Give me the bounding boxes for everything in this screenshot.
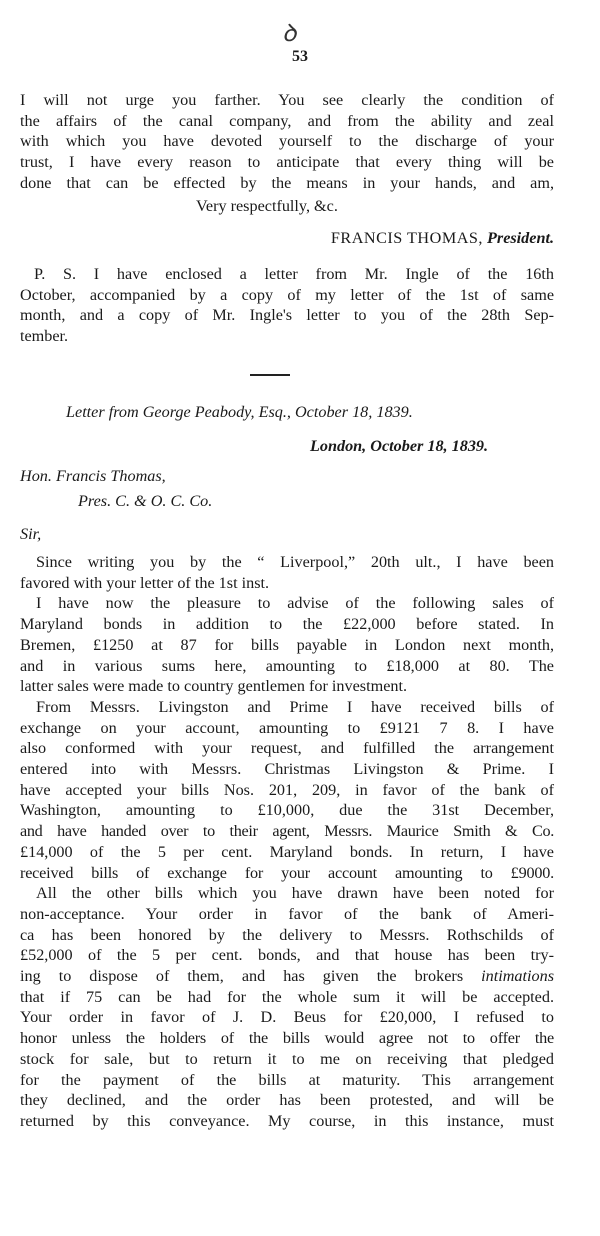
text-line: tember. [20,327,69,346]
text-line: ca has been honored by the delivery to Messrs. Rothschilds of [20,925,554,944]
text-line: with which you have devoted yourself to the discharge of your [20,132,554,151]
text-line: stock for sale, but to return it to me on receiving that pledged [20,1049,554,1068]
section-divider [250,374,290,376]
signature [20,228,554,249]
text-line: latter sales were made to country gentlemen for investment. [20,677,408,696]
text-line: entered into with Messrs. Christmas Livingston & Prime. I [20,760,554,779]
text-line: I have now the pleasure to advise of the following sales of [36,594,554,613]
text-line: the affairs of the canal company, and from the ability and zeal [20,111,554,130]
text-line: they declined, and the order has been protested, and will be [20,1091,554,1110]
text-line: returned by this conveyance. My course, in this instance, must [20,1111,554,1130]
addressee-name: Hon. Francis Thomas, [20,467,166,485]
text-line: have accepted your bills Nos. 201, 209, in favor of the bank of [20,780,554,799]
text-line: trust, I have every reason to anticipate that every thing will be [20,153,554,172]
text-line: non-acceptance. Your order in favor of the bank of Ameri- [20,904,554,923]
text-line: October, accompanied by a copy of my letter of the 1st of same [20,285,554,304]
text-line: month, and a copy of Mr. Ingle's letter to you of the 28th Sep- [20,306,554,325]
signature-name: FRANCIS THOMAS, [330,229,483,247]
letter-body [20,552,554,1132]
text-line: Since writing you by the “ Liverpool,” 20th ult., I have been [36,553,554,571]
text-line: also conformed with your request, and fulfilled the arrangement [20,739,554,758]
postscript [20,264,554,347]
page-number: 53 [292,48,308,65]
text-line: received bills of exchange for your account amounting to £9000. [20,863,554,882]
text-line: Your order in favor of J. D. Beus for £20,000, I refused to [20,1008,554,1027]
signature-title: President. [487,229,554,247]
text-line: I will not urge you farther. You see clearly the condition of [20,91,554,109]
salutation: Sir, [20,525,42,543]
addressee-title: Pres. C. & O. C. Co. [78,491,213,510]
text-line: Bremen, £1250 at 87 for bills payable in London next month, [20,635,554,654]
text-line: £14,000 of the 5 per cent. Maryland bonds. In return, I have [20,842,554,861]
text-line: ing to dispose of them, and has given the brokers intimations [20,967,554,986]
complimentary-close: Very respectfully, &c. [196,197,338,215]
text-line: and have handed over to their agent, Messrs. Maurice Smith & Co. [20,822,554,841]
text-line: that if 75 can be had for the whole sum it will be accepted. [20,987,554,1006]
dateline: London, October 18, 1839. [310,437,489,455]
text-line: favored with your letter of the 1st inst. [20,573,270,592]
text-line: Maryland bonds in addition to the £22,000 before stated. In [20,615,554,634]
letter-closing-paragraph [20,90,554,194]
text-line: honor unless the holders of the bills would agree not to offer the [20,1029,554,1048]
text-line: £52,000 of the 5 per cent. bonds, and that house has been try- [20,946,554,965]
text-line: for the payment of the bills at maturity. This arrangement [20,1070,554,1089]
text-line: done that can be effected by the means in your hands, and am, [20,173,554,192]
handwritten-mark: ꝺ [282,21,297,47]
text-line: and in various sums here, amounting to £18,000 at 80. The [20,656,554,675]
addressee [20,466,554,511]
text-line: From Messrs. Livingston and Prime I have received bills of [36,697,554,716]
text-line: All the other bills which you have drawn have been noted for [36,884,554,903]
text-line: exchange on your account, amounting to £9121 7 8. I have [20,718,554,737]
letter-heading: Letter from George Peabody, Esq., October 18, 1839. [66,403,413,421]
text-line: P. S. I have enclosed a letter from Mr. Ingle of the 16th [34,265,554,283]
text-line: Washington, amounting to £10,000, due the 31st December, [20,801,554,820]
